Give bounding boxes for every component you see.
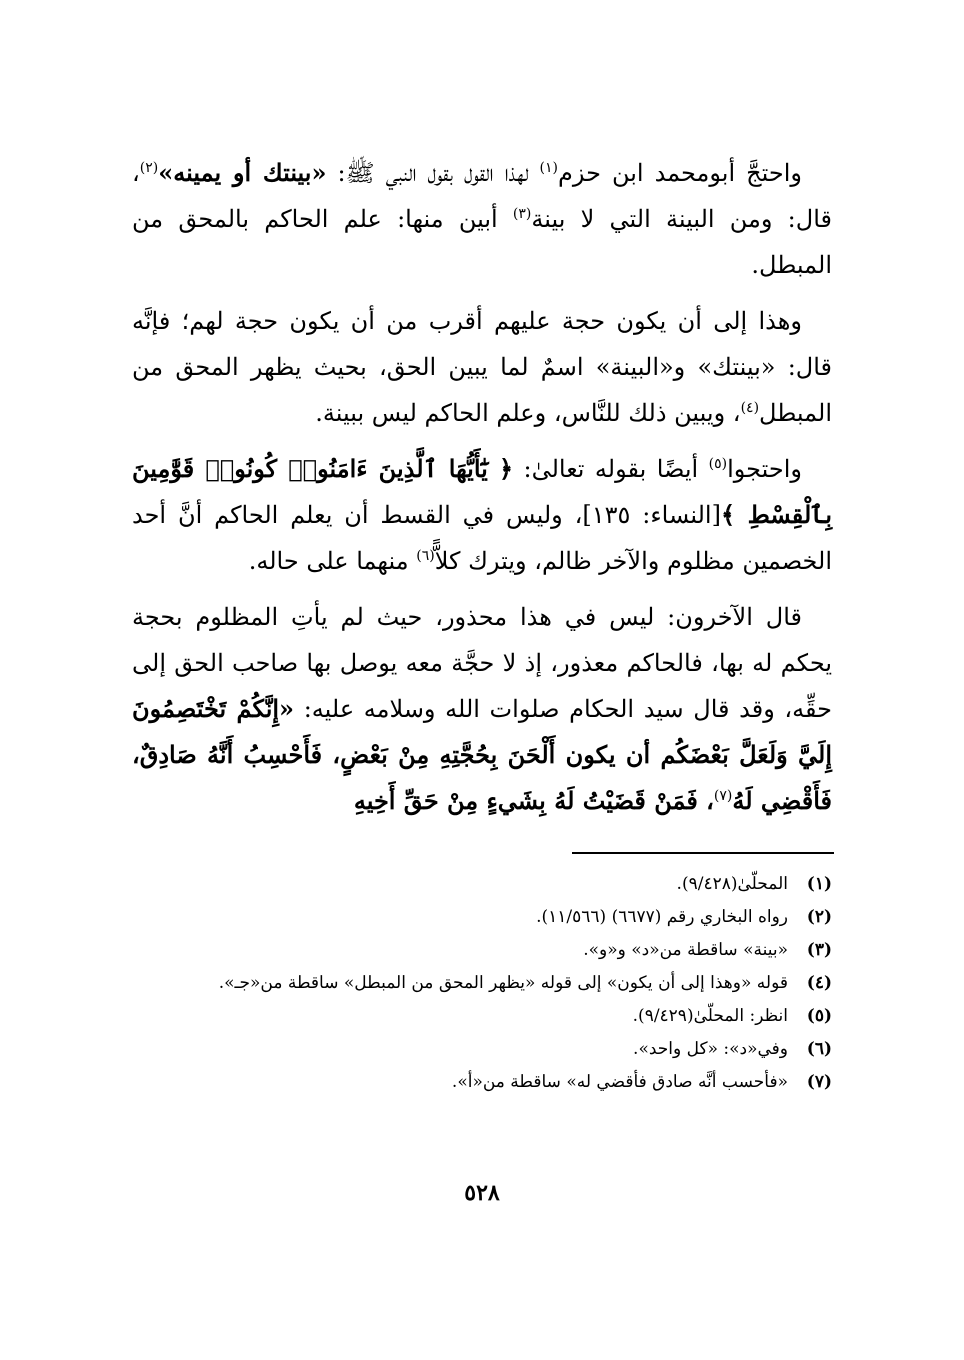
footnote-text: رواه البخاري رقم (٦٦٧٧) (١١/٥٦٦). (536, 907, 788, 927)
paragraph-1 (132, 150, 832, 288)
footnote-ref-1[interactable]: (١) (539, 160, 559, 176)
hadith-quote: «بينتك أو يمينه» (158, 158, 327, 187)
text-segment: منهما على حاله. (248, 547, 417, 575)
paragraph-3 (132, 446, 832, 584)
footnote-item (132, 1000, 832, 1033)
footnote-text: انظر: المحلّىٰ(٩/٤٢٩). (632, 1006, 788, 1026)
paragraph-2 (132, 298, 832, 436)
footnote-ref-3[interactable]: (٣) (512, 206, 532, 222)
hadith-quote: «إِنَّكُمْ تَخْتَصِمُونَ إِلَيَّ وَلَعَلَّ بَعْضَكُم أن يكون أَلْحَنَ بِحُجَّتِهِ مِنْ بَعْضٍ، فَأَحْسِبُ أَنَّهُ صَادِقٌ، فَأَقْضِي لَهُ (132, 694, 832, 815)
text-segment: أيضًا بقوله تعالىٰ: (513, 455, 709, 483)
footnote-ref-7[interactable]: (٧) (713, 788, 733, 804)
quran-verse: ﴿ يَٰٓأَيُّهَا ٱلَّذِينَ ءَامَنُوا۟ كُونُوا۟ قَوَّٰمِينَ بِٱلْقِسْطِ ﴾ (132, 454, 833, 529)
text-segment: قال الآخرون: ليس في هذا محذور، حيث لم يأتِ المظلوم بحجة يحكم له بها، فالحاكم معذور، إذ لا حجَّة معه يوصل بها صاحب الحق إلى حقِّه، وقد قال سيد الحكام صلوات الله وسلامه عليه: (132, 603, 832, 723)
footnote-number: (١) (806, 874, 832, 894)
footnote-item (132, 934, 832, 967)
footnote-ref-4[interactable]: (٤) (740, 400, 760, 416)
page-number: ٥٢٨ (464, 1180, 500, 1206)
footnote-number: (٣) (806, 940, 832, 960)
footnote-item (132, 967, 832, 1000)
footnote-ref-6[interactable]: (٦) (416, 548, 435, 564)
footnote-number: (٦) (806, 1039, 832, 1059)
footnotes-list (132, 868, 832, 1099)
text-segment: ، ويبين ذلك للنَّاس، وعلم الحاكم ليس ببينة. (315, 399, 741, 427)
footnote-separator (572, 852, 834, 854)
footnote-ref-5[interactable]: (٥) (708, 456, 728, 472)
footnote-item (132, 901, 832, 934)
text-segment: لهذا القول بقول النبي ﷺ: (326, 159, 540, 187)
paragraph-4 (132, 594, 832, 824)
text-segment: أبين منها: علم الحاكم بالمحق من المبطل. (132, 205, 832, 279)
footnote-text: «بينة» ساقطة من«د» و«و». (583, 940, 788, 960)
footnote-text: قوله «وهذا إلى أن يكون» إلى قوله «يظهر المحق من المبطل» ساقطة من«جـ». (218, 973, 788, 993)
footnote-item (132, 868, 832, 901)
footnote-text: وفي«د»: «كل واحد». (633, 1039, 788, 1059)
footnote-item (132, 1066, 832, 1099)
footnote-number: (٧) (806, 1072, 832, 1092)
main-text (132, 150, 832, 834)
text-segment: واحتجَّ أبومحمد ابن حزم (558, 159, 802, 187)
footnote-text: «فأحسب أنَّه صادق فأقضي له» ساقطة من«أ». (451, 1072, 788, 1092)
footnote-number: (٤) (806, 973, 832, 993)
footnote-ref-2[interactable]: (٢) (139, 160, 159, 176)
footnote-text: المحلّىٰ(٩/٤٢٨). (676, 874, 788, 894)
text-segment: وهذا إلى أن يكون حجة عليهم أقرب من أن يكون حجة لهم؛ فإنَّه قال: «بينتك» و«البينة» اسمٌ لما يبين الحق، بحيث يظهر المحق من المبطل (132, 307, 832, 427)
footnote-item (132, 1033, 832, 1066)
hadith-quote-continued: ، فَمَنْ قَضَيْتُ لَهُ بِشَيءٍ مِنْ حَقِّ أَخِيهِ (353, 786, 714, 815)
footnote-number: (٥) (806, 1006, 832, 1026)
text-segment: ، قال: ومن البينة التي لا بينة (132, 159, 832, 233)
text-segment: [النساء: ١٣٥]، وليس في القسط أن يعلم الحاكم أنَّ أحد الخصمين مظلوم والآخر ظالم، ويترك كلاًّ (132, 501, 832, 575)
footnote-number: (٢) (806, 907, 832, 927)
text-segment: واحتجوا (727, 455, 803, 483)
